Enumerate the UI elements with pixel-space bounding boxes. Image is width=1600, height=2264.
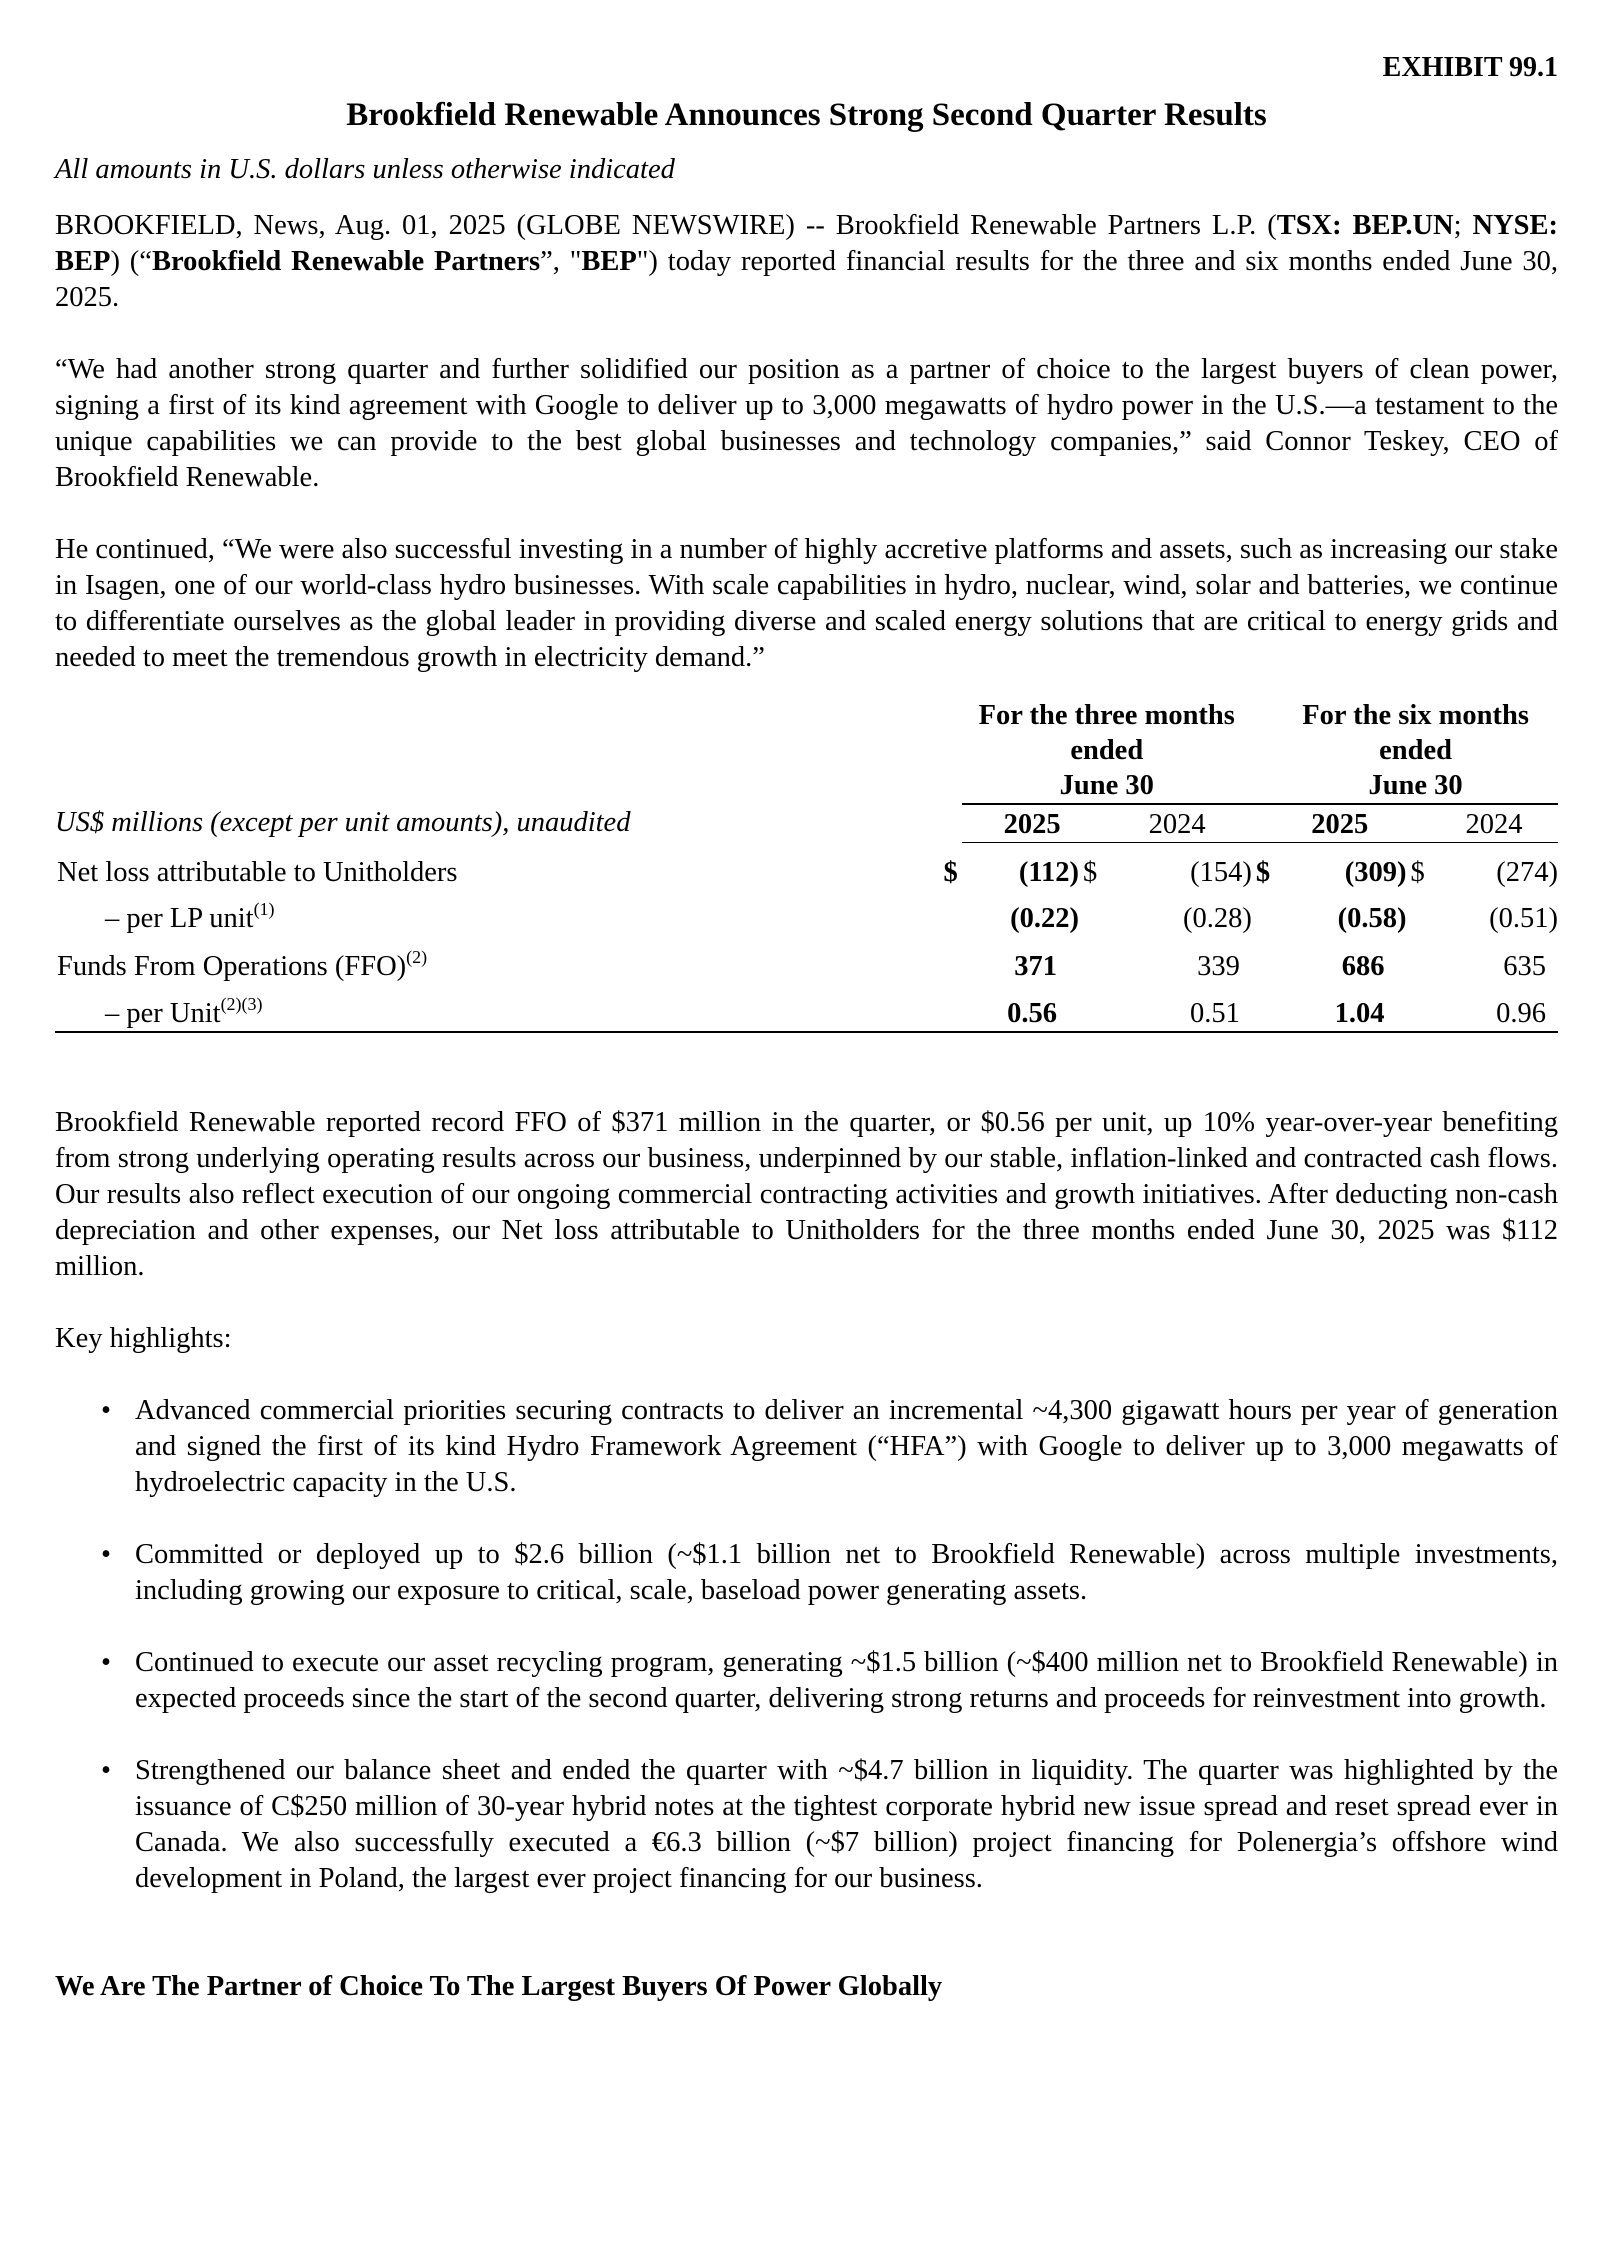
exhibit-label: EXHIBIT 99.1 bbox=[1382, 52, 1558, 83]
table-cell: (154) bbox=[1190, 857, 1252, 888]
list-item: • Advanced commercial priorities securing contracts to deliver an incremental ~4,300 gigawatt hours per year of generation and signed the first of its kind Hydro Framework Agreement (“HFA”) with Google to deliver up to 3,000 megawatts of hydroelectric capacity in the U.S. bbox=[101, 1395, 1558, 1498]
table-cell: (0.28) bbox=[1182, 903, 1252, 934]
three-months-header: For the three months ended June 30 bbox=[962, 698, 1252, 804]
table-cell: (274) bbox=[1496, 857, 1558, 888]
table-row: – per LP unit$^{(1)}$ (0.22) (0.28) (0.58) (0.51) bbox=[55, 890, 1558, 936]
row-label: Funds From Operations (FFO) bbox=[57, 951, 407, 982]
table-cell: 0.96 bbox=[1430, 984, 1558, 1032]
bullet-icon: • bbox=[101, 1755, 111, 1786]
year-header: 2024 bbox=[1102, 804, 1251, 842]
year-header: 2025 bbox=[1273, 804, 1406, 842]
table-cell: 371 bbox=[1014, 951, 1058, 982]
bullet-icon: • bbox=[101, 1539, 111, 1570]
table-cell: 1.04 bbox=[1273, 984, 1406, 1032]
highlights-label: Key highlights: bbox=[55, 1323, 232, 1354]
subtitle: All amounts in U.S. dollars unless otherwise indicated bbox=[55, 154, 675, 185]
intro-paragraph: BROOKFIELD, News, Aug. 01, 2025 (GLOBE NEWSWIRE) -- Brookfield Renewable Partners L.P. (TSX: BEP.UN; NYSE: BEP) (“Brookfield Renewable Partners”, "BEP") today reported financial results for the three and six months ended June 30, 2025. bbox=[55, 210, 1558, 313]
table-cell: 0.51 bbox=[1102, 984, 1251, 1032]
table-cell: 0.56 bbox=[962, 984, 1079, 1032]
unit-label: US$ millions (except per unit amounts), unaudited bbox=[55, 807, 631, 838]
table-cell: (0.22) bbox=[1010, 903, 1080, 934]
list-item: • Committed or deployed up to $2.6 billion (~$1.1 billion net to Brookfield Renewable) across multiple investments, including growing our exposure to critical, scale, baseload power generating assets. bbox=[101, 1539, 1558, 1606]
row-label: – per LP unit bbox=[105, 903, 254, 934]
row-label: – per Unit bbox=[105, 998, 221, 1029]
table-row: Funds From Operations (FFO)$^{(2)}$ 371 339 686 635 bbox=[55, 936, 1558, 984]
table-row: Net loss attributable to Unitholders $ (112) $ (154) $ (309) $ (274) bbox=[55, 842, 1558, 890]
table-cell: (0.58) bbox=[1337, 903, 1407, 934]
year-header: 2024 bbox=[1430, 804, 1558, 842]
table-cell: (309) bbox=[1344, 857, 1407, 888]
table-cell: (0.51) bbox=[1489, 903, 1558, 934]
financial-summary-table bbox=[55, 698, 1558, 1033]
bullet-icon: • bbox=[101, 1647, 111, 1678]
year-header: 2025 bbox=[962, 804, 1103, 842]
bullet-icon: • bbox=[101, 1395, 111, 1426]
list-item: • Strengthened our balance sheet and ended the quarter with ~$4.7 billion in liquidity. The quarter was highlighted by the issuance of C$250 million of 30-year hybrid notes at the tightest corporate hybrid new issue spread and reset spread ever in Canada. We also successfully executed a €6.3 billion (~$7 billion) project financing for Polenergia’s offshore wind development in Poland, the largest ever project financing for our business. bbox=[101, 1755, 1558, 1894]
results-summary-paragraph: Brookfield Renewable reported record FFO of $371 million in the quarter, or $0.56 per unit, up 10% year-over-year benefiting from strong underlying operating results across our business, underpinned by our stable, inflation-linked and contracted cash flows. Our results also reflect execution of our ongoing commercial contracting activities and growth initiatives. After deducting non-cash depreciation and other expenses, our Net loss attributable to Unitholders for the three months ended June 30, 2025 was $112 million. bbox=[55, 1107, 1558, 1282]
table-cell: (112) bbox=[1018, 857, 1080, 888]
table-group-header bbox=[55, 698, 1558, 804]
ceo-quote-paragraph: “We had another strong quarter and further solidified our position as a partner of choice to the largest buyers of clean power, signing a first of its kind agreement with Google to deliver up to 3,000 megawatts of hydro power in the U.S.—a testament to the unique capabilities we can provide to the best global businesses and technology companies,” said Connor Teskey, CEO of Brookfield Renewable. bbox=[55, 354, 1558, 493]
section-heading: We Are The Partner of Choice To The Largest Buyers Of Power Globally bbox=[55, 1971, 943, 2002]
table-cell: 635 bbox=[1503, 951, 1546, 982]
tsx-ticker: TSX: BEP.UN bbox=[1276, 210, 1454, 241]
page-title: Brookfield Renewable Announces Strong Second Quarter Results bbox=[346, 97, 1267, 133]
table-row: – per Unit$^{(2)(3)}$ 0.56 0.51 1.04 0.96 bbox=[55, 984, 1558, 1032]
highlights-list bbox=[55, 1393, 1558, 1897]
list-item: • Continued to execute our asset recycling program, generating ~$1.5 billion (~$400 million net to Brookfield Renewable) in expected proceeds since the start of the second quarter, delivering strong returns and proceeds for reinvestment into growth. bbox=[101, 1647, 1558, 1714]
table-year-header bbox=[55, 804, 1558, 842]
six-months-header: For the six months ended June 30 bbox=[1273, 698, 1558, 804]
row-label: Net loss attributable to Unitholders bbox=[57, 857, 458, 888]
continued-quote-paragraph: He continued, “We were also successful investing in a number of highly accretive platforms and assets, such as increasing our stake in Isagen, one of our world-class hydro businesses. With scale capabilities in hydro, nuclear, wind, solar and batteries, we continue to differentiate ourselves as the global leader in providing diverse and scaled energy solutions that are critical to energy grids and needed to meet the tremendous growth in electricity demand.” bbox=[55, 534, 1558, 673]
nyse-ticker: NYSE: BEP bbox=[55, 210, 1558, 277]
document-page bbox=[55, 50, 1558, 2005]
table-cell: 686 bbox=[1341, 951, 1385, 982]
table-cell: 339 bbox=[1197, 951, 1240, 982]
